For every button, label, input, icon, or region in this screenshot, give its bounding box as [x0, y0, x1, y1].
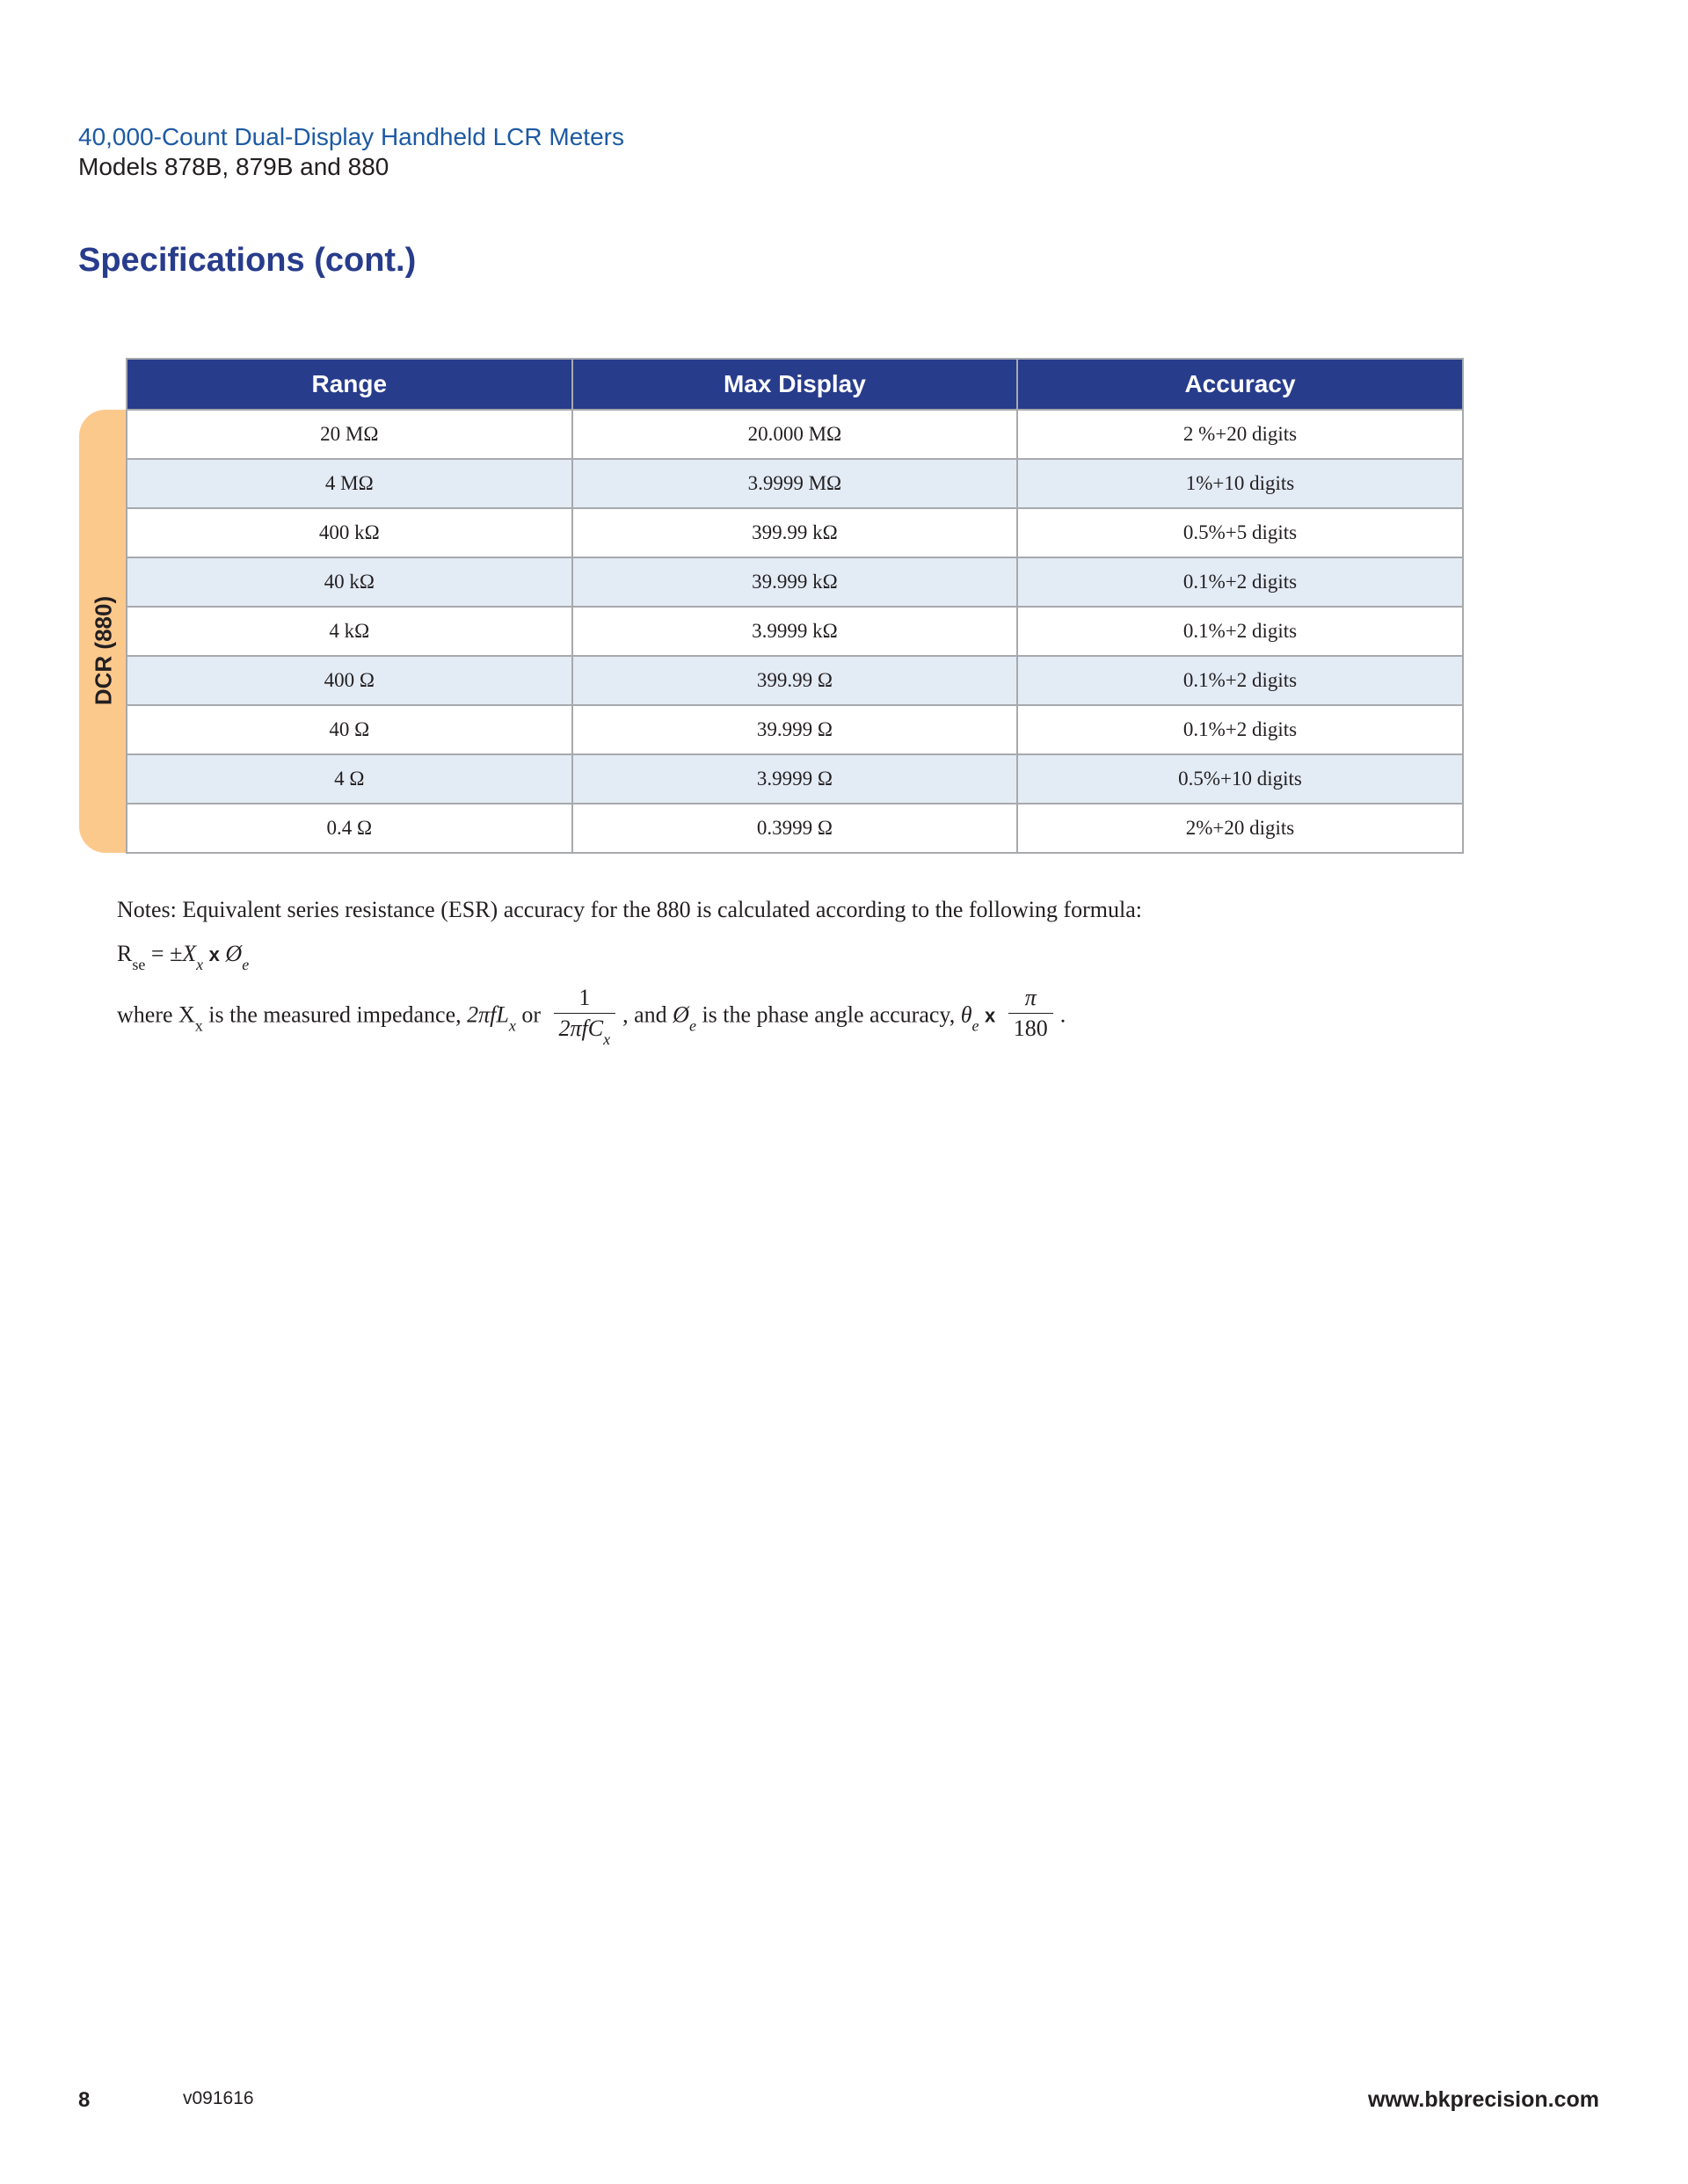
formula-equals: = — [150, 941, 164, 966]
column-header-accuracy: Accuracy — [1017, 359, 1463, 410]
measured-text: is the measured impedance, — [208, 1001, 462, 1028]
and-text: , and — [622, 1001, 667, 1028]
document-title: 40,000-Count Dual-Display Handheld LCR Meters — [78, 123, 624, 150]
fraction-denominator-text: 2πfC — [558, 1016, 604, 1041]
table-row — [127, 705, 1463, 754]
where-text: where X — [117, 1001, 195, 1028]
range-cell: 4 kΩ — [127, 607, 572, 656]
table-row — [127, 656, 1463, 705]
period: . — [1059, 1001, 1066, 1028]
max-display-cell: 3.9999 MΩ — [572, 459, 1018, 508]
section-title: Specifications (cont.) — [78, 242, 417, 279]
notes-text: Notes: Equivalent series resistance (ESR) accuracy for the 880 is calculated according to the following formula: — [117, 897, 1142, 922]
range-cell: 0.4 Ω — [127, 804, 572, 853]
theta-symbol: θ — [960, 1001, 972, 1028]
pi-numerator: π — [1008, 985, 1053, 1014]
range-cell: 400 kΩ — [127, 508, 572, 557]
formula-pm-x: ±X — [170, 941, 197, 966]
where-x-subscript: x — [194, 1016, 203, 1035]
accuracy-cell: 2 %+20 digits — [1017, 410, 1463, 459]
max-display-cell: 3.9999 Ω — [572, 754, 1018, 804]
where-clause — [117, 985, 1066, 1059]
times-symbol: x — [985, 1004, 996, 1027]
website-url: www.bkprecision.com — [1367, 2087, 1599, 2112]
range-cell: 4 Ω — [127, 754, 572, 804]
denominator-180: 180 — [1013, 1016, 1048, 1041]
table-row — [127, 557, 1463, 607]
page-number: 8 — [78, 2088, 91, 2112]
accuracy-cell: 1%+10 digits — [1017, 459, 1463, 508]
range-cell: 20 MΩ — [127, 410, 572, 459]
fraction-numerator: 1 — [554, 985, 616, 1014]
capacitive-fraction — [554, 985, 616, 1048]
formula-r: R — [117, 941, 133, 966]
table-header-row — [127, 359, 1463, 410]
formula-x-subscript: x — [196, 956, 204, 973]
formula-se-subscript: se — [132, 956, 146, 973]
range-cell: 40 Ω — [127, 705, 572, 754]
range-cell: 40 kΩ — [127, 557, 572, 607]
theta-e-subscript: e — [971, 1016, 979, 1035]
formula-times: x — [208, 943, 220, 965]
accuracy-cell: 0.1%+2 digits — [1017, 656, 1463, 705]
spec-table — [126, 358, 1464, 854]
esr-formula — [117, 941, 250, 973]
max-display-cell: 3.9999 kΩ — [572, 607, 1018, 656]
accuracy-cell: 0.5%+5 digits — [1017, 508, 1463, 557]
phi-e-subscript: e — [688, 1016, 696, 1035]
column-header-max-display: Max Display — [572, 359, 1018, 410]
fraction-denominator — [554, 1014, 616, 1048]
formula-phi: Ø — [225, 941, 243, 966]
accuracy-cell: 0.1%+2 digits — [1017, 557, 1463, 607]
max-display-cell: 399.99 Ω — [572, 656, 1018, 705]
max-display-cell: 399.99 kΩ — [572, 508, 1018, 557]
version-label: v091616 — [183, 2088, 254, 2108]
formula-e-subscript: e — [242, 956, 250, 973]
radian-fraction — [1008, 985, 1053, 1042]
table-row — [127, 754, 1463, 804]
c-subscript: x — [603, 1030, 611, 1048]
table-row — [127, 607, 1463, 656]
phi-symbol: Ø — [673, 1001, 689, 1028]
max-display-cell: 0.3999 Ω — [572, 804, 1018, 853]
table-row — [127, 804, 1463, 853]
range-cell: 400 Ω — [127, 656, 572, 705]
document-subtitle: Models 878B, 879B and 880 — [78, 153, 389, 180]
table-row — [127, 508, 1463, 557]
max-display-cell: 20.000 MΩ — [572, 410, 1018, 459]
accuracy-cell: 0.5%+10 digits — [1017, 754, 1463, 804]
phase-text: is the phase angle accuracy, — [702, 1001, 956, 1028]
max-display-cell: 39.999 Ω — [572, 705, 1018, 754]
side-tab-label: DCR (880) — [90, 595, 117, 706]
range-cell: 4 MΩ — [127, 459, 572, 508]
twopifl-text: 2πfL — [467, 1001, 509, 1028]
table-row — [127, 410, 1463, 459]
accuracy-cell: 2%+20 digits — [1017, 804, 1463, 853]
max-display-cell: 39.999 kΩ — [572, 557, 1018, 607]
table-row — [127, 459, 1463, 508]
column-header-range: Range — [127, 359, 572, 410]
or-text: or — [521, 1001, 542, 1028]
l-subscript: x — [508, 1016, 516, 1035]
accuracy-cell: 0.1%+2 digits — [1017, 705, 1463, 754]
accuracy-cell: 0.1%+2 digits — [1017, 607, 1463, 656]
